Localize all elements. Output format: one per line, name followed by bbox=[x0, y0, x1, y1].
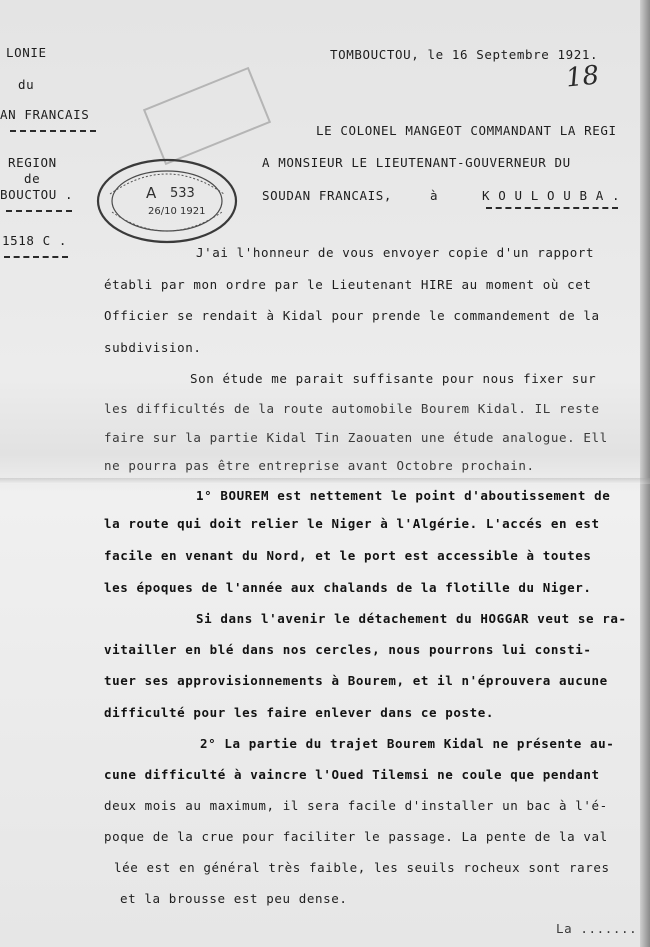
stamp-letter: A bbox=[146, 184, 157, 202]
body-line: établi par mon ordre par le Lieutenant HIRE au moment où cet bbox=[104, 277, 592, 292]
body-line: vitailler en blé dans nos cercles, nous pourrons lui consti- bbox=[104, 642, 592, 657]
stamp-number: 533 bbox=[170, 186, 195, 201]
stamp-date: 26/10 1921 bbox=[148, 206, 206, 217]
sender-line: LE COLONEL MANGEOT COMMANDANT LA REGI bbox=[316, 123, 617, 138]
faint-rectangular-stamp bbox=[143, 67, 271, 165]
body-line: Si dans l'avenir le détachement du HOGGAR veut se ra- bbox=[196, 611, 627, 626]
region-line-1: REGION bbox=[8, 155, 57, 170]
region-line-3: BOUCTOU . bbox=[0, 187, 74, 202]
destination-underline bbox=[486, 207, 618, 209]
colony-line-2: du bbox=[18, 77, 35, 92]
body-line: lée est en général très faible, les seuils rocheux sont rares bbox=[114, 860, 610, 875]
body-line: Officier se rendait à Kidal pour prende le commandement de la bbox=[104, 308, 600, 323]
addressee-line-1: A MONSIEUR LE LIEUTENANT-GOUVERNEUR DU bbox=[262, 155, 571, 170]
body-line: poque de la crue pour faciliter le passage. La pente de la val bbox=[104, 829, 608, 844]
body-line: et la brousse est peu dense. bbox=[120, 891, 348, 906]
body-line: facile en venant du Nord, et le port est accessible à toutes bbox=[104, 548, 592, 563]
body-line: J'ai l'honneur de vous envoyer copie d'un rapport bbox=[196, 245, 595, 260]
body-line: cune difficulté à vaincre l'Oued Tilemsi ne coule que pendant bbox=[104, 767, 600, 782]
body-line: difficulté pour les faire enlever dans ce poste. bbox=[104, 705, 495, 720]
body-line: les difficultés de la route automobile Bourem Kidal. IL reste bbox=[104, 401, 600, 416]
body-line: faire sur la partie Kidal Tin Zaouaten une étude analogue. Ell bbox=[104, 430, 608, 445]
colony-line-3: AN FRANCAIS bbox=[0, 107, 90, 122]
body-line: 1° BOUREM est nettement le point d'aboutissement de bbox=[196, 488, 611, 503]
body-line: tuer ses approvisionnements à Bourem, et il n'éprouvera aucune bbox=[104, 673, 608, 688]
region-rule bbox=[6, 210, 72, 212]
body-line: deux mois au maximum, il sera facile d'installer un bac à l'é- bbox=[104, 798, 608, 813]
handwritten-number: 18 bbox=[564, 60, 601, 94]
body-line: 2° La partie du trajet Bourem Kidal ne présente au- bbox=[200, 736, 615, 751]
page-fold bbox=[0, 478, 650, 484]
body-line: ne pourra pas être entreprise avant Octobre prochain. bbox=[104, 458, 535, 473]
region-line-2: de bbox=[24, 171, 41, 186]
registry-stamp bbox=[96, 158, 238, 244]
colony-line-1: LONIE bbox=[6, 45, 47, 60]
stamp-oval-icon bbox=[96, 158, 238, 244]
body-line: Son étude me parait suffisante pour nous fixer sur bbox=[190, 371, 597, 386]
addressee-line-2: SOUDAN FRANCAIS, bbox=[262, 188, 393, 203]
place-date: TOMBOUCTOU, le 16 Septembre 1921. bbox=[330, 47, 599, 62]
body-line: les époques de l'année aux chalands de la flotille du Niger. bbox=[104, 580, 592, 595]
addressee-to: à bbox=[430, 188, 439, 203]
page-edge bbox=[640, 0, 650, 947]
body-line: subdivision. bbox=[104, 340, 202, 355]
reference-number: 1518 C . bbox=[2, 233, 68, 248]
reference-rule bbox=[4, 256, 68, 258]
header-rule bbox=[10, 130, 96, 132]
continuation-mark: La ....... bbox=[556, 921, 638, 936]
body-line: la route qui doit relier le Niger à l'Algérie. L'accés en est bbox=[104, 516, 600, 531]
destination: K O U L O U B A . bbox=[482, 188, 621, 203]
